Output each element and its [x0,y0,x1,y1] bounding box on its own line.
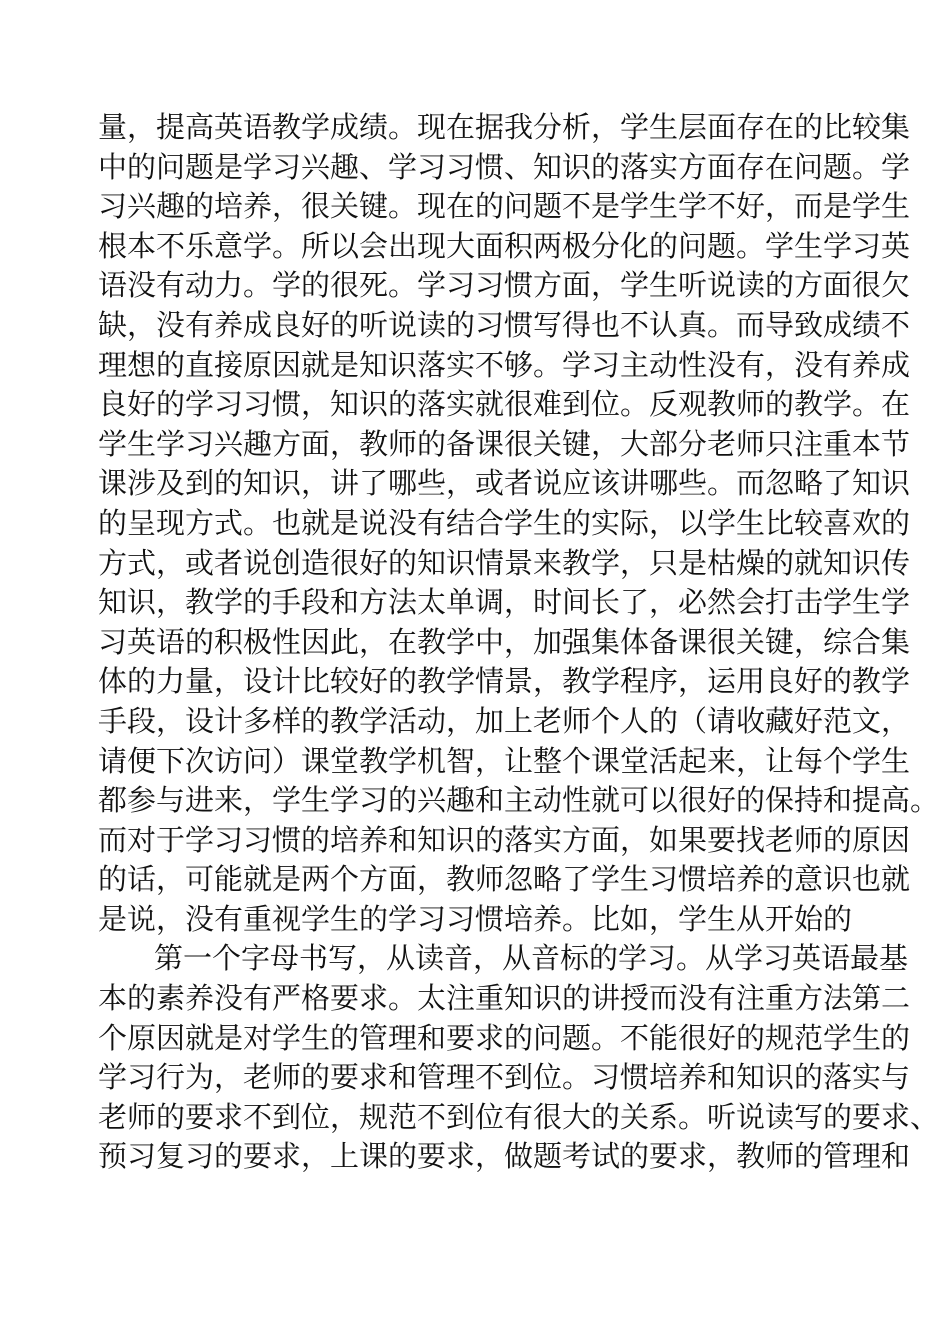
text-line: 习英语的积极性因此，在教学中，加强集体备课很关键，综合集 [98,624,911,659]
text-line: 中的问题是学习兴趣、学习习惯、知识的落实方面存在问题。学 [98,149,911,184]
text-line: 学习行为，老师的要求和管理不到位。习惯培养和知识的落实与 [98,1060,911,1095]
text-line: 知识，教学的手段和方法太单调，时间长了，必然会打击学生学 [98,585,911,620]
text-line: 根本不乐意学。所以会出现大面积两极分化的问题。学生学习英 [98,228,911,263]
text-line: 都参与进来，学生学习的兴趣和主动性就可以很好的保持和提高。 [98,783,940,818]
text-line: 预习复习的要求，上课的要求，做题考试的要求，教师的管理和 [98,1139,911,1174]
text-line: 理想的直接原因就是知识落实不够。学习主动性没有，没有养成 [98,347,911,382]
text-line: 量，提高英语教学成绩。现在据我分析，学生层面存在的比较集 [98,110,911,144]
text-line: 良好的学习习惯，知识的落实就很难到位。反观教师的教学。在 [98,387,911,422]
text-line: 方式，或者说创造很好的知识情景来教学，只是枯燥的就知识传 [98,545,911,580]
text-line: 的话，可能就是两个方面，教师忽略了学生习惯培养的意识也就 [98,862,911,897]
text-line: 课涉及到的知识，讲了哪些，或者说应该讲哪些。而忽略了知识 [98,466,911,501]
text-line: 个原因就是对学生的管理和要求的问题。不能很好的规范学生的 [98,1020,911,1055]
text-line: 本的素养没有严格要求。太注重知识的讲授而没有注重方法第二 [98,981,911,1016]
text-line: 学生学习兴趣方面，教师的备课很关键，大部分老师只注重本节 [98,426,911,461]
text-line: 请便下次访问）课堂教学机智，让整个课堂活起来，让每个学生 [98,743,911,778]
text-line: 语没有动力。学的很死。学习习惯方面，学生听说读的方面很欠 [98,268,911,303]
text-line: 是说，没有重视学生的学习习惯培养。比如，学生从开始的 [98,901,853,936]
text-line: 而对于学习习惯的培养和知识的落实方面，如果要找老师的原因 [98,822,911,857]
text-line: 手段，设计多样的教学活动，加上老师个人的（请收藏好范文， [98,703,911,738]
text-line: 缺，没有养成良好的听说读的习惯写得也不认真。而导致成绩不 [98,307,911,342]
paragraph-first-line: 第一个字母书写，从读音，从音标的学习。从学习英语最基 [154,941,909,976]
body-text [98,108,940,1177]
text-line: 体的力量，设计比较好的教学情景，教学程序，运用良好的教学 [98,664,911,699]
text-line: 的呈现方式。也就是说没有结合学生的实际，以学生比较喜欢的 [98,505,911,540]
text-line: 老师的要求不到位，规范不到位有很大的关系。听说读写的要求、 [98,1099,940,1134]
text-line: 习兴趣的培养，很关键。现在的问题不是学生学不好，而是学生 [98,189,911,224]
